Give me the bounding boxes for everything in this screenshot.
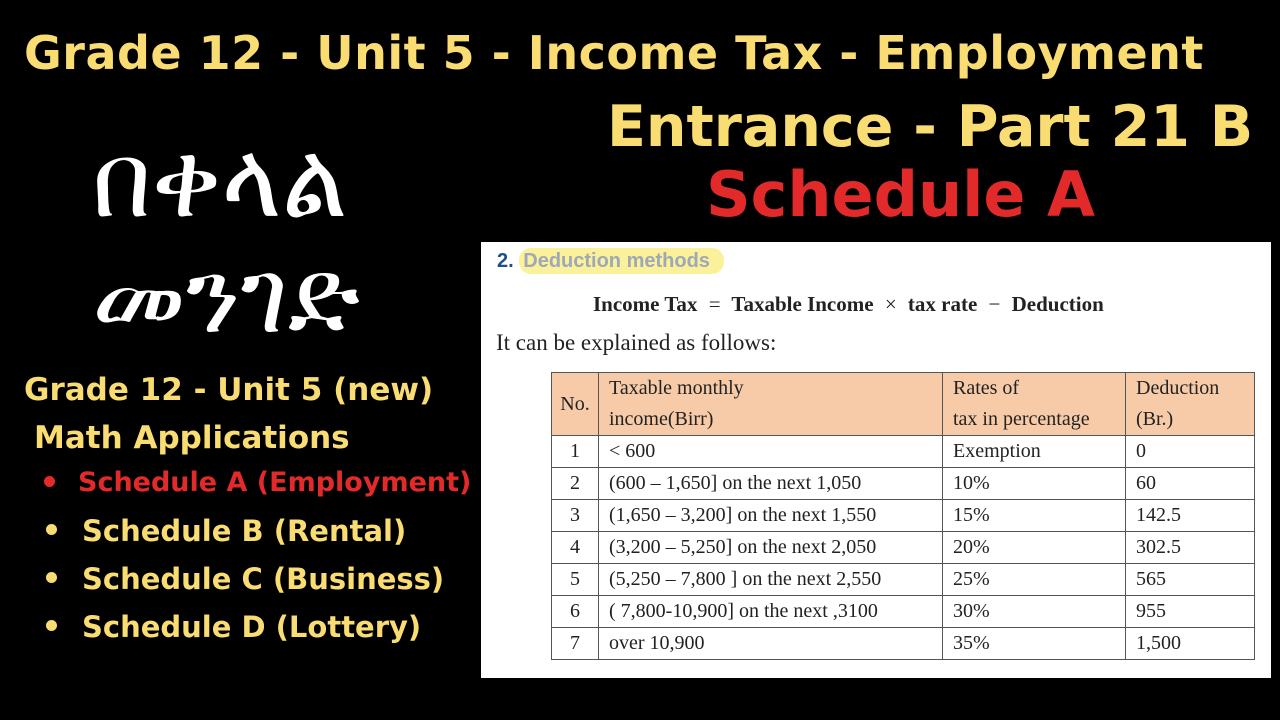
cell-income: (3,200 – 5,250] on the next 2,050 — [599, 532, 943, 564]
formula-times: × — [884, 292, 897, 316]
section-heading — [497, 250, 724, 273]
cell-deduction: 60 — [1126, 468, 1255, 500]
cell-deduction: 565 — [1126, 564, 1255, 596]
math-applications-label: Math Applications — [34, 420, 350, 456]
cell-income: (600 – 1,650] on the next 1,050 — [599, 468, 943, 500]
table-row — [552, 500, 1255, 532]
header-rate-line-1: Rates of — [953, 377, 1020, 399]
bullet-icon — [46, 572, 57, 583]
cell-rate: Exemption — [943, 436, 1126, 468]
header-income-line-2: income(Birr) — [609, 408, 714, 430]
table-row — [552, 564, 1255, 596]
cell-rate: 20% — [943, 532, 1126, 564]
cell-income: ( 7,800-10,900] on the next ,3100 — [599, 596, 943, 628]
table-row — [552, 532, 1255, 564]
cell-deduction: 302.5 — [1126, 532, 1255, 564]
income-tax-formula — [593, 292, 1104, 317]
header-rate — [943, 373, 1126, 436]
cell-rate: 10% — [943, 468, 1126, 500]
amharic-line-2: መንገድ — [92, 235, 361, 357]
bullet-icon — [44, 476, 55, 487]
explanation-text: It can be explained as follows: — [496, 330, 777, 355]
tax-rate-table — [551, 372, 1255, 660]
cell-rate: 25% — [943, 564, 1126, 596]
schedule-item-label: Schedule C (Business) — [82, 562, 445, 596]
cell-rate: 15% — [943, 500, 1126, 532]
cell-deduction: 1,500 — [1126, 628, 1255, 660]
cell-income: over 10,900 — [599, 628, 943, 660]
cell-no: 1 — [552, 436, 599, 468]
formula-minus: − — [988, 292, 1001, 316]
header-rate-line-2: tax in percentage — [953, 408, 1090, 430]
schedule-item-label: Schedule D (Lottery) — [82, 610, 422, 644]
formula-term-rate: tax rate — [907, 292, 978, 316]
bullet-icon — [46, 524, 57, 535]
main-title: Grade 12 - Unit 5 - Income Tax - Employment — [24, 26, 1204, 80]
section-title-highlighted: Deduction methods — [519, 248, 724, 274]
cell-deduction: 955 — [1126, 596, 1255, 628]
subtitle-schedule: Schedule A — [706, 158, 1095, 231]
header-no: No. — [552, 373, 599, 436]
grade-unit-label: Grade 12 - Unit 5 (new) — [24, 372, 434, 408]
cell-income: (5,250 – 7,800 ] on the next 2,550 — [599, 564, 943, 596]
table-row — [552, 596, 1255, 628]
cell-no: 5 — [552, 564, 599, 596]
cell-no: 6 — [552, 596, 599, 628]
cell-no: 3 — [552, 500, 599, 532]
header-deduction — [1126, 373, 1255, 436]
formula-term-deduction: Deduction — [1011, 292, 1104, 316]
schedule-item-label: Schedule A (Employment) — [78, 467, 472, 498]
table-row — [552, 436, 1255, 468]
header-deduction-line-2: (Br.) — [1136, 408, 1174, 430]
cell-rate: 35% — [943, 628, 1126, 660]
header-deduction-line-1: Deduction — [1136, 377, 1220, 399]
amharic-line-1: በቀላል — [92, 119, 348, 241]
schedule-item-label: Schedule B (Rental) — [82, 514, 407, 548]
bullet-icon — [46, 620, 57, 631]
header-income-line-1: Taxable monthly — [609, 377, 744, 399]
formula-lhs: Income Tax — [593, 292, 698, 316]
table-row — [552, 628, 1255, 660]
cell-rate: 30% — [943, 596, 1126, 628]
document-panel — [481, 242, 1271, 678]
subtitle-entrance: Entrance - Part 21 B — [607, 94, 1254, 160]
header-income — [599, 373, 943, 436]
formula-equals: = — [708, 292, 721, 316]
cell-no: 2 — [552, 468, 599, 500]
cell-deduction: 0 — [1126, 436, 1255, 468]
section-number: 2. — [497, 250, 514, 272]
cell-no: 4 — [552, 532, 599, 564]
cell-no: 7 — [552, 628, 599, 660]
cell-income: (1,650 – 3,200] on the next 1,550 — [599, 500, 943, 532]
table-header-row — [552, 373, 1255, 436]
cell-deduction: 142.5 — [1126, 500, 1255, 532]
table-row — [552, 468, 1255, 500]
cell-income: < 600 — [599, 436, 943, 468]
formula-term-income: Taxable Income — [731, 292, 874, 316]
